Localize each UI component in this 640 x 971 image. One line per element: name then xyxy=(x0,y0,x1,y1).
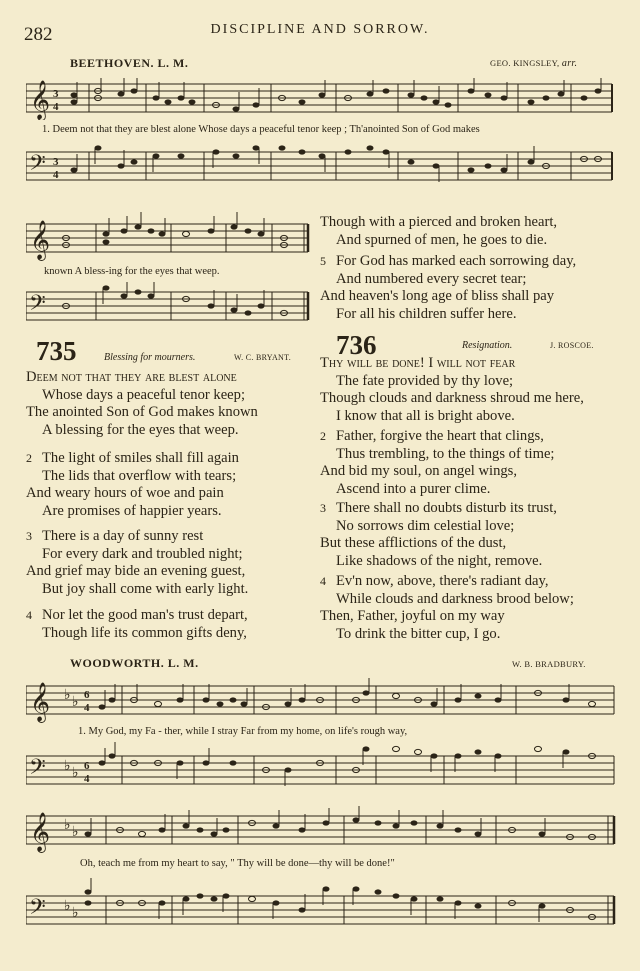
tune2-lyrics-line1: 1. My God, my Fa - ther, while I stray Far from my home, on life's rough way, xyxy=(78,726,408,737)
hymn-735-number: 735 xyxy=(36,336,77,366)
hymn-735-stanza-2: 2 The light of smiles shall fill again The lids that overflow with tears; And weary hours of woe and pain Are promises of happier years. xyxy=(26,450,239,519)
svg-text:𝄢: 𝄢 xyxy=(29,755,46,784)
tune2-title: WOODWORTH. L. M. xyxy=(70,656,199,670)
svg-text:𝄞: 𝄞 xyxy=(30,82,51,119)
svg-text:𝄞: 𝄞 xyxy=(30,684,51,721)
svg-text:3: 3 xyxy=(53,156,59,168)
svg-text:𝄢: 𝄢 xyxy=(29,895,46,924)
svg-text:𝄞: 𝄞 xyxy=(30,814,51,851)
svg-text:♭: ♭ xyxy=(72,906,79,921)
hymn-735-subtitle: Blessing for mourners. xyxy=(104,352,196,363)
svg-text:♭: ♭ xyxy=(72,766,79,781)
svg-text:4: 4 xyxy=(53,101,59,113)
svg-text:♭: ♭ xyxy=(72,825,79,840)
tune2-composer: W. B. BRADBURY. xyxy=(512,659,586,669)
music-staff-system1-treble xyxy=(26,78,614,120)
hymn-736-number: 736 xyxy=(336,330,377,360)
running-title: DISCIPLINE AND SORROW. xyxy=(210,22,430,37)
tune1-title: BEETHOVEN. L. M. xyxy=(70,56,189,70)
page-number: 282 xyxy=(24,24,53,45)
svg-text:♭: ♭ xyxy=(64,818,71,833)
music-staff-system1-bass xyxy=(26,142,614,190)
svg-text:𝄢: 𝄢 xyxy=(29,291,46,320)
music-staff-system4-treble xyxy=(26,806,616,856)
hymn-735-stanza-5: 5 For God has marked each sorrowing day, And numbered every secret tear; And heaven's long age of bliss shall pay For all his children suffer here. xyxy=(320,253,577,322)
svg-text:♭: ♭ xyxy=(64,688,71,703)
hymn-735-stanza-4-continued: Though with a pierced and broken heart, And spurned of men, he goes to die. xyxy=(320,214,558,248)
music-staff-system2-bass xyxy=(26,282,316,332)
svg-text:4: 4 xyxy=(53,169,59,181)
svg-text:♭: ♭ xyxy=(64,759,71,774)
tune1-lyrics-line2: known A bless-ing for the eyes that weep. xyxy=(44,266,220,277)
hymn-735-stanza-3: 3 There is a day of sunny rest For every dark and troubled night; And grief may bide an evening guest, But joy shall come with early light. xyxy=(26,528,249,597)
music-staff-system2-treble xyxy=(26,212,316,264)
music-staff-system3-bass xyxy=(26,740,616,796)
tune1-lyrics-line1: 1. Deem not that they are blest alone Whose days a peaceful tenor keep ; Th'anointed Son of God makes xyxy=(42,124,480,135)
svg-text:4: 4 xyxy=(84,702,90,714)
svg-text:6: 6 xyxy=(84,689,90,701)
tune2-lyrics-line2: Oh, teach me from my heart to say, " Thy will be done—thy will be done!" xyxy=(80,858,395,869)
svg-text:♭: ♭ xyxy=(64,899,71,914)
svg-text:𝄢: 𝄢 xyxy=(29,151,46,180)
music-staff-system4-bass xyxy=(26,876,616,936)
hymn-735-stanza-1: Deem not that they are blest alone Whose days a peaceful tenor keep; The anointed Son of God makes known A blessing for the eyes that weep. xyxy=(26,369,258,438)
hymn-736-stanza-2: 2 Father, forgive the heart that clings, Thus trembling, to the things of time; And bid my soul, on angel wings, Ascend into a purer clime. xyxy=(320,428,555,497)
svg-text:𝄞: 𝄞 xyxy=(30,222,51,259)
svg-text:♭: ♭ xyxy=(72,695,79,710)
hymn-736-subtitle: Resignation. xyxy=(462,340,513,351)
svg-text:6: 6 xyxy=(84,760,90,772)
hymn-736-stanza-1: Thy will be done! I will not fear The fate provided by thy love; Though clouds and darkness shroud me here, I know that all is bright above. xyxy=(320,355,584,424)
hymn-735-author: W. C. BRYANT. xyxy=(234,353,292,362)
music-staff-system3-treble xyxy=(26,676,616,726)
svg-text:3: 3 xyxy=(53,88,59,100)
hymn-736-author: J. ROSCOE. xyxy=(550,341,594,350)
svg-text:4: 4 xyxy=(84,773,90,785)
hymn-736-stanza-4: 4 Ev'n now, above, there's radiant day, While clouds and darkness brood below; Then, Father, joyful on my way To drink the bitter cup, I go. xyxy=(320,573,574,642)
tune1-arranger: GEO. KINGSLEY, arr. xyxy=(490,58,578,69)
hymn-735-stanza-4: 4 Nor let the good man's trust depart, Though life its common gifts deny, xyxy=(26,607,248,641)
hymn-736-stanza-3: 3 There shall no doubts disturb its trust, No sorrows dim celestial love; But these afflictions of the dust, Like shadows of the night, remove. xyxy=(320,500,557,569)
